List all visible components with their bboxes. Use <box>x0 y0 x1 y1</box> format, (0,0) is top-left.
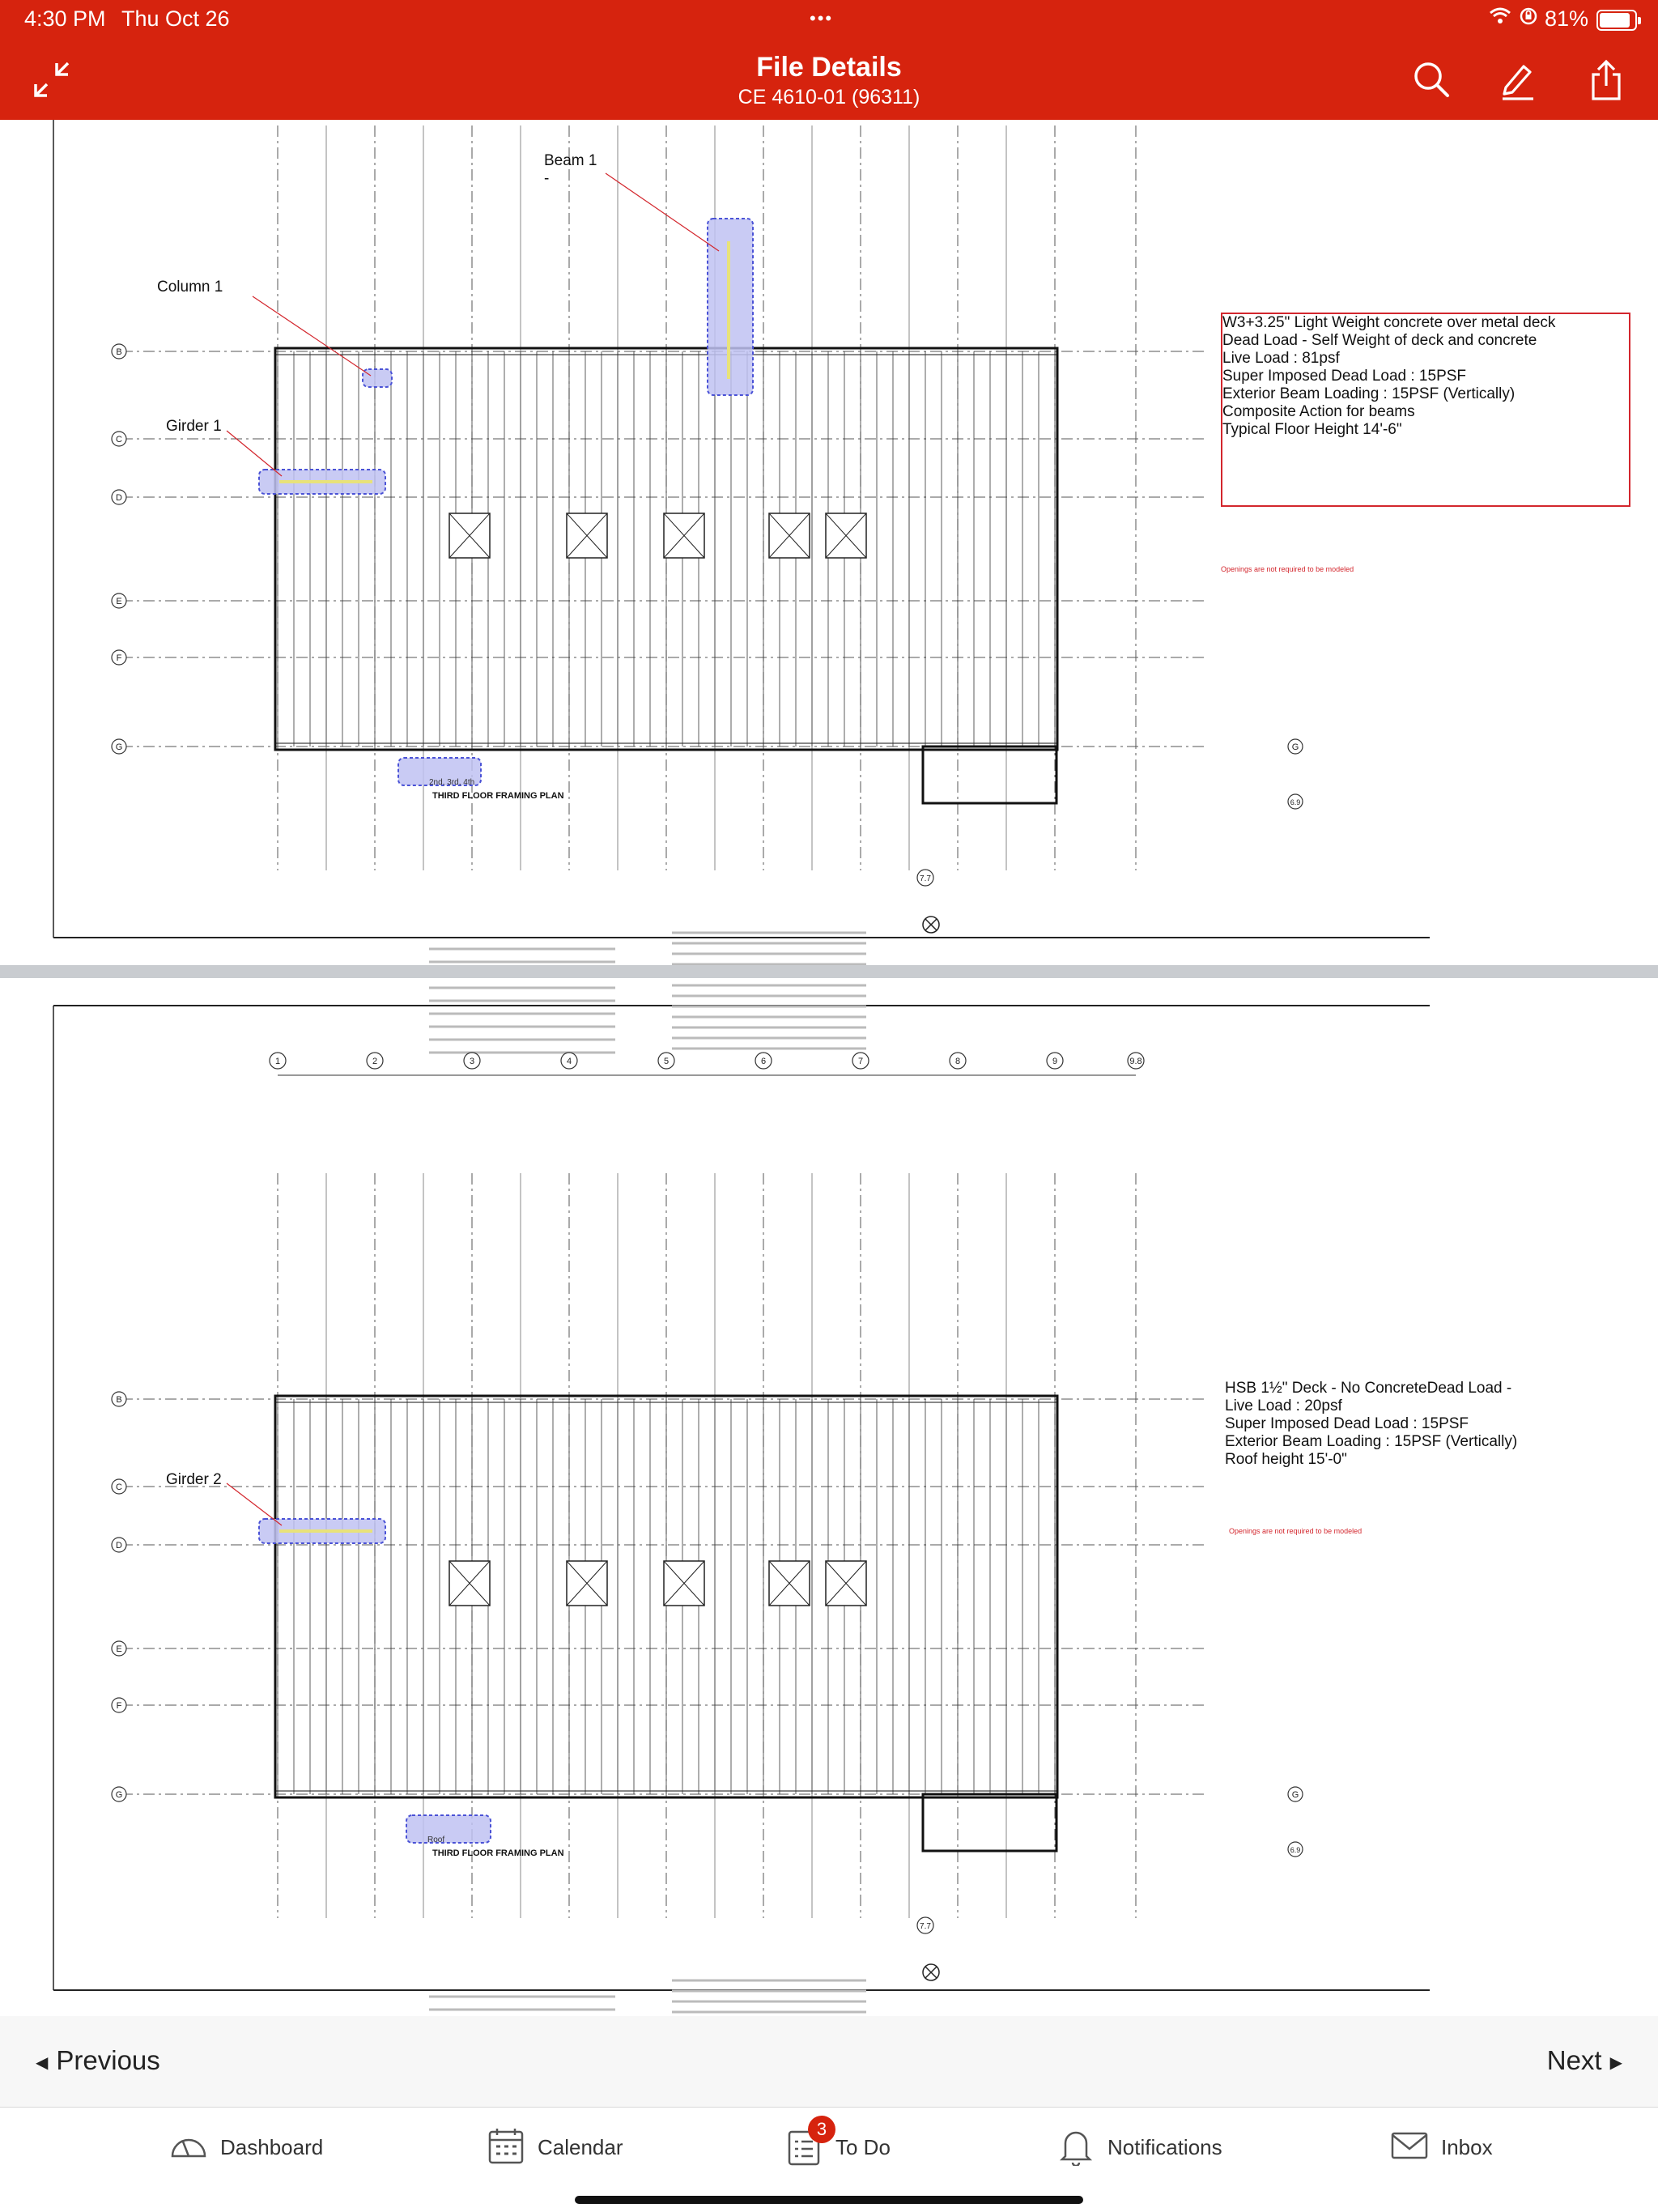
tab-dashboard-label: Dashboard <box>220 2135 324 2159</box>
page1-grid-row-label: C <box>116 435 122 445</box>
nav-bar <box>0 39 1658 120</box>
page1-note-2: Live Load : 81psf <box>1222 350 1340 367</box>
page1-note-3: Super Imposed Dead Load : 15PSF <box>1222 368 1467 385</box>
page2-grid-right-label-2: 6.9 <box>1290 1846 1301 1854</box>
page2-grid-row-label: F <box>116 1701 122 1711</box>
column1-label[interactable]: Column 1 <box>157 279 223 296</box>
page1-grid-row-label: B <box>116 347 122 357</box>
page2-note-3: Exterior Beam Loading : 15PSF (Vertically) <box>1225 1433 1518 1450</box>
inbox-icon <box>1389 2125 1430 2166</box>
tab-calendar-label: Calendar <box>538 2135 623 2159</box>
page2-floor-tag[interactable]: Roof <box>427 1836 445 1844</box>
girder2-label[interactable]: Girder 2 <box>166 1471 222 1488</box>
wifi-icon <box>1490 6 1511 30</box>
share-icon[interactable] <box>1584 57 1629 102</box>
next-button[interactable] <box>1547 2045 1622 2076</box>
dashboard-icon <box>168 2125 209 2166</box>
page1-grid-row-label: F <box>116 653 122 663</box>
page1-grid-bottom-label: 7.7 <box>920 874 931 883</box>
page2-bumpout <box>923 1794 1056 1851</box>
page1-grid-row-label: D <box>116 493 122 503</box>
status-bar <box>0 0 1658 39</box>
bell-icon <box>1056 2125 1096 2166</box>
page2-grid-row-label: G <box>115 1790 123 1800</box>
page1-note-6: Typical Floor Height 14'-6" <box>1222 421 1402 438</box>
page2-grid-row-label: C <box>116 1482 122 1492</box>
page2-grid-row-label: E <box>116 1644 122 1654</box>
page1-note-1: Dead Load - Self Weight of deck and concrete <box>1222 332 1537 349</box>
page-title: File Details <box>756 52 902 83</box>
page2-grid-col-label: 1 <box>274 1057 281 1066</box>
page2-note-1: Live Load : 20psf <box>1225 1397 1342 1414</box>
page1-note-0: W3+3.25" Light Weight concrete over metal deck <box>1222 314 1556 331</box>
page1-notes-box[interactable] <box>1221 313 1630 507</box>
page2-grid-right-label: G <box>1291 1790 1299 1800</box>
page-subtitle: CE 4610-01 (96311) <box>738 86 920 108</box>
search-icon[interactable] <box>1409 57 1454 102</box>
girder1-leader <box>227 431 282 476</box>
previous-button[interactable] <box>36 2045 160 2076</box>
page2-grid-col-label: 9 <box>1052 1057 1058 1066</box>
annotate-pen-icon[interactable] <box>1494 57 1540 102</box>
tab-notifications-label: Notifications <box>1107 2135 1222 2159</box>
previous-label: Previous <box>56 2045 160 2075</box>
calendar-icon <box>486 2125 526 2166</box>
page2-grid-col-label: 2 <box>372 1057 378 1066</box>
pager <box>0 2016 1658 2107</box>
page2-grid-col-label: 8 <box>954 1057 961 1066</box>
page1-grid-row-label: E <box>116 597 122 606</box>
beam1-dash: - <box>544 170 550 187</box>
page1-grid-row-label: G <box>115 742 123 752</box>
page1-floor-tag[interactable]: 2nd, 3rd, 4th <box>429 778 475 787</box>
document-viewer[interactable] <box>0 120 1658 2016</box>
page-separator <box>0 965 1658 978</box>
page2-grid-bottom-label: 7.7 <box>920 1922 931 1931</box>
page1-openings-note: Openings are not required to be modeled <box>1221 565 1354 573</box>
girder1-label[interactable]: Girder 1 <box>166 418 222 435</box>
girder2-leader <box>227 1483 282 1525</box>
status-time: 4:30 PM <box>24 6 106 31</box>
orientation-lock-icon <box>1519 6 1538 32</box>
page2-grid-row-label: D <box>116 1541 122 1551</box>
page1-note-5: Composite Action for beams <box>1222 403 1415 420</box>
column1-leader <box>253 296 371 376</box>
page2-note-2: Super Imposed Dead Load : 15PSF <box>1225 1415 1469 1432</box>
page2-grid-col-label: 3 <box>469 1057 475 1066</box>
page1-plan-title: THIRD FLOOR FRAMING PLAN <box>432 791 564 801</box>
tab-todo-label: To Do <box>835 2135 891 2159</box>
beam1-leader <box>606 173 719 251</box>
page1-grid-right-label: G <box>1291 742 1299 752</box>
battery-level <box>1600 13 1630 28</box>
page2-floor-tag-cloud <box>406 1815 491 1843</box>
chevron-left-icon: ◀ <box>36 2053 49 2072</box>
page2-grid-row-label: B <box>116 1395 122 1405</box>
page2-note-0: HSB 1½" Deck - No ConcreteDead Load - <box>1225 1380 1512 1397</box>
page1-grid-right-label-2: 6.9 <box>1290 798 1301 806</box>
multitask-dots-icon[interactable]: ••• <box>810 8 834 28</box>
battery-icon <box>1596 10 1637 31</box>
page2-grid-col-label: 9.8 <box>1129 1057 1142 1066</box>
chevron-right-icon: ▶ <box>1609 2053 1622 2072</box>
todo-badge: 3 <box>808 2116 835 2143</box>
page2-grid-col-label: 7 <box>857 1057 864 1066</box>
column1-highlight <box>363 369 392 387</box>
page2-plan-title: THIRD FLOOR FRAMING PLAN <box>432 1848 564 1858</box>
page2-grid-col-label: 5 <box>663 1057 670 1066</box>
tab-inbox-label: Inbox <box>1441 2135 1493 2159</box>
page2-openings-note: Openings are not required to be modeled <box>1229 1527 1363 1535</box>
home-indicator <box>575 2196 1083 2204</box>
next-label: Next <box>1546 2045 1602 2075</box>
battery-percent: 81% <box>1545 6 1589 31</box>
page2-grid-col-label: 6 <box>760 1057 767 1066</box>
beam1-label[interactable]: Beam 1 <box>544 152 597 169</box>
page1-bumpout <box>923 747 1056 803</box>
page2-grid-col-label: 4 <box>566 1057 572 1066</box>
page2-note-4: Roof height 15'-0" <box>1225 1451 1347 1468</box>
status-date: Thu Oct 26 <box>121 6 230 31</box>
page1-note-4: Exterior Beam Loading : 15PSF (Vertically) <box>1222 385 1516 402</box>
